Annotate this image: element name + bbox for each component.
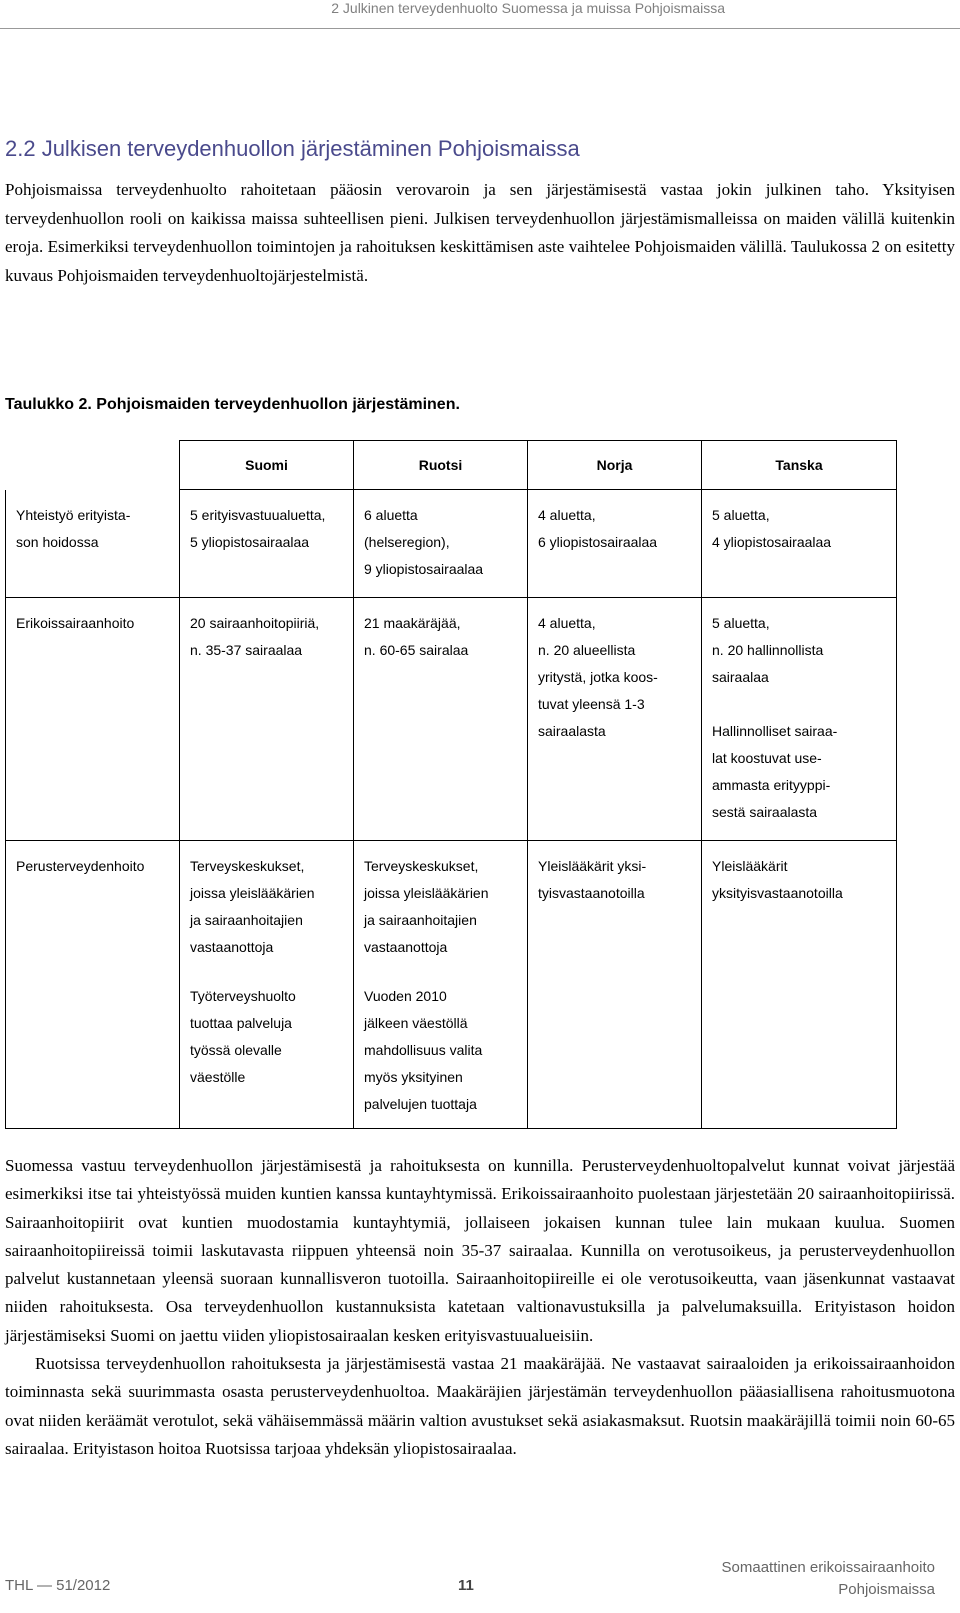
cell-line: 5 aluetta, xyxy=(712,507,770,523)
table-cell xyxy=(354,490,528,598)
cell-line: n. 60-65 sairalaa xyxy=(364,642,469,658)
row-label xyxy=(6,598,180,841)
table-cell xyxy=(702,983,897,1129)
cell-line: 5 yliopistosairaalaa xyxy=(190,534,310,550)
table-cell xyxy=(528,983,702,1129)
row-label xyxy=(6,490,180,598)
footer-title-line: Pohjoismaissa xyxy=(838,1581,935,1598)
body-text xyxy=(5,1152,955,1463)
cell-line: Terveyskeskukset, xyxy=(364,858,479,874)
table-cell xyxy=(528,841,702,984)
cell-line: 5 erityisvastuualuetta, xyxy=(190,507,326,523)
row-label xyxy=(6,983,180,1129)
cell-line: myös yksityinen xyxy=(364,1069,463,1085)
row-label-line: Perusterveydenhoito xyxy=(16,858,145,874)
cell-line: Vuoden 2010 xyxy=(364,988,447,1004)
body-paragraph: Ruotsissa terveydenhuollon rahoituksesta ja järjestämisestä vastaa 21 maakäräjää. Ne vastaavat sairaaloiden ja erikoissairaanhoidon toiminnasta sekä suurimmasta osasta perusterveydenhuoltoa. Maakäräjien järjestämän terveydenhuollon pääasiallisena rahoitusmuotona ovat niiden keräämät verotulot, sekä vähäisemmässä määrin valtion avustukset sekä asiakasmaksut. Ruotsin maakäräjillä toimii noin 60-65 sairaalaa. Erityistason hoitoa Ruotsissa tarjoaa yhdeksän yliopistosairaalaa. xyxy=(5,1354,955,1458)
section-title: 2.2 Julkisen terveydenhuollon järjestäminen Pohjoismaissa xyxy=(5,136,580,161)
cell-line: n. 20 hallinnollista xyxy=(712,642,824,658)
table-caption: Taulukko 2. Pohjoismaiden terveydenhuollon järjestäminen. xyxy=(5,396,460,413)
cell-line: Hallinnolliset sairaa- xyxy=(712,723,838,739)
table-cell xyxy=(354,841,528,984)
footer-title xyxy=(722,1557,935,1601)
cell-line: 6 yliopistosairaalaa xyxy=(538,534,658,550)
cell-line: väestölle xyxy=(190,1069,246,1085)
cell-line: vastaanottoja xyxy=(364,939,448,955)
cell-line xyxy=(712,691,886,718)
table-row xyxy=(6,598,897,841)
cell-line: 4 aluetta, xyxy=(538,615,596,631)
cell-line: 4 yliopistosairaalaa xyxy=(712,534,832,550)
cell-line: 5 aluetta, xyxy=(712,615,770,631)
table-cell xyxy=(528,490,702,598)
cell-line: palvelujen tuottaja xyxy=(364,1096,477,1112)
table-row xyxy=(6,490,897,598)
cell-line: n. 35-37 sairaalaa xyxy=(190,642,303,658)
cell-line: tuottaa palveluja xyxy=(190,1015,292,1031)
cell-line: 9 yliopistosairaalaa xyxy=(364,561,484,577)
cell-line: sestä sairaalasta xyxy=(712,804,818,820)
intro-paragraph: Pohjoismaissa terveydenhuolto rahoitetaan pääosin verovaroin ja sen järjestämisestä vastaa jokin julkinen taho. Yksityisen terveydenhuollon rooli on kaikissa maissa suhteellisen pieni. Julkisen terveydenhuollon järjestämismalleissa on maiden välillä kuitenkin eroja. Esimerkiksi terveydenhuollon toimintojen ja rahoituksen keskittämisen aste vaihtelee Pohjoismaiden välillä. Taulukossa 2 on esitetty kuvaus Pohjoismaiden terveydenhuoltojärjestelmistä. xyxy=(5,180,955,285)
cell-line: Yleislääkärit xyxy=(712,858,788,874)
cell-line: 21 maakäräjää, xyxy=(364,615,461,631)
cell-line: 6 aluetta xyxy=(364,507,418,523)
cell-line: lat koostuvat use- xyxy=(712,750,822,766)
table-cell xyxy=(180,598,354,841)
cell-line: joissa yleislääkärien xyxy=(190,885,315,901)
cell-line: jälkeen väestöllä xyxy=(364,1015,468,1031)
cell-line: Yleislääkärit yksi- xyxy=(538,858,647,874)
header-rule xyxy=(0,28,960,29)
cell-line: ammasta erityyppi- xyxy=(712,777,831,793)
body-paragraph: Suomessa vastuu terveydenhuollon järjestämisestä ja rahoituksesta on kunnilla. Perusterveydenhuoltopalvelut kunnat voivat järjestää esimerkiksi itse tai yhteistyössä muiden kuntien kanssa kuntayhtymissä. Erikoissairaanhoito puolestaan järjestetään 20 sairaanhoitopiirissä. Sairaanhoitopiirit ovat kuntien muodostamia kuntayhtymiä, jollaiseen jokaisen kunnan tulee lain mukaan kuulua. Suomen sairaanhoitopiireissä toimii laskutavasta riippuen yhteensä noin 35-37 sairaalaa. Kunnilla on verotusoikeus, ja perusterveydenhuollon palvelut kustannetaan yleensä suoraan kunnallisveron tuotoilla. Sairaanhoitopiireille ei ole verotusoikeutta, vaan jäsenkunnat vastaavat niiden rahoituksesta. Osa terveydenhuollon kustannuksista katetaan valtionavustuksilla ja palvelumaksuilla. Erityistason hoidon järjestämiseksi Suomi on jaettu viiden yliopistosairaalan kesken erityisvastuualueisiin. xyxy=(5,1156,955,1345)
table-cell xyxy=(180,983,354,1129)
row-label xyxy=(6,841,180,984)
table-cell xyxy=(180,841,354,984)
table-row xyxy=(6,841,897,984)
column-header: Norja xyxy=(528,441,702,490)
table-cell xyxy=(528,598,702,841)
row-label-line: son hoidossa xyxy=(16,533,99,550)
row-label-line: Erikoissairaanhoito xyxy=(16,615,135,631)
row-label-line: Yhteistyö erityista- xyxy=(16,506,131,523)
cell-line: yksityisvastaanotoilla xyxy=(712,885,843,901)
cell-line: mahdollisuus valita xyxy=(364,1042,483,1058)
table-cell xyxy=(180,490,354,598)
cell-line: Terveyskeskukset, xyxy=(190,858,305,874)
table-cell xyxy=(702,490,897,598)
cell-line: 20 sairaanhoitopiiriä, xyxy=(190,615,320,631)
table-cell xyxy=(354,983,528,1129)
cell-line: tuvat yleensä 1-3 xyxy=(538,696,645,712)
cell-line: 4 aluetta, xyxy=(538,507,596,523)
table-header-row xyxy=(6,441,897,490)
comparison-table xyxy=(5,440,897,1129)
cell-line: Työterveyshuolto xyxy=(190,988,296,1004)
column-header: Ruotsi xyxy=(354,441,528,490)
cell-line: joissa yleislääkärien xyxy=(364,885,489,901)
cell-line: yritystä, jotka koos- xyxy=(538,669,658,685)
table-header-blank xyxy=(6,441,180,490)
cell-line: sairaalasta xyxy=(538,723,606,739)
cell-line: työssä olevalle xyxy=(190,1042,282,1058)
running-head: 2 Julkinen terveydenhuolto Suomessa ja muissa Pohjoismaissa xyxy=(331,0,725,16)
cell-line: (helseregion), xyxy=(364,534,450,550)
cell-line: n. 20 alueellista xyxy=(538,642,636,658)
cell-line: tyisvastaanotoilla xyxy=(538,885,645,901)
table-cell xyxy=(354,598,528,841)
column-header: Suomi xyxy=(180,441,354,490)
cell-line: ja sairaanhoitajien xyxy=(364,912,477,928)
footer-publication: THL — 51/2012 xyxy=(5,1577,111,1594)
cell-line: vastaanottoja xyxy=(190,939,274,955)
table-cell xyxy=(702,598,897,841)
cell-line: sairaalaa xyxy=(712,669,769,685)
page-number: 11 xyxy=(458,1577,474,1594)
table-row xyxy=(6,983,897,1129)
footer-title-line: Somaattinen erikoissairaanhoito xyxy=(721,1559,935,1576)
table-cell xyxy=(702,841,897,984)
cell-line: ja sairaanhoitajien xyxy=(190,912,303,928)
column-header: Tanska xyxy=(702,441,897,490)
